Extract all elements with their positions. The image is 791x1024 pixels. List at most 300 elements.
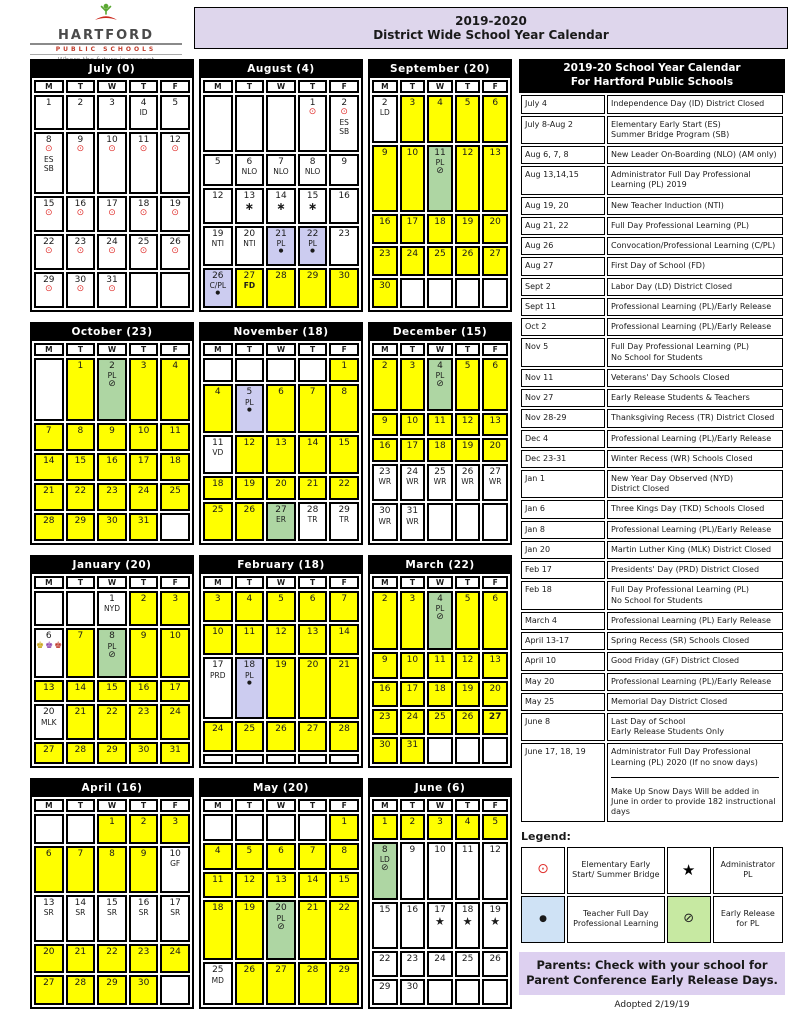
day-of-week-header: T [298,576,328,589]
event-description [607,338,783,366]
day-number: 8 [381,845,388,856]
event-date: Feb 17 [521,561,605,579]
key-date-row [521,237,783,255]
early-start-icon: ⊙ [340,107,348,118]
day-cell [455,413,481,437]
day-cell [66,975,96,1005]
week-row [372,464,508,501]
key-date-row [521,693,783,711]
early-start-icon: ⊙ [45,246,53,257]
key-date-row [521,409,783,427]
week-row [203,814,359,841]
day-number: 12 [461,415,474,426]
day-number: 30 [406,981,419,992]
month-grid [370,341,510,543]
day-of-week-row [372,576,508,589]
administrator-pl-star-icon: ★ [490,914,501,928]
day-cell [203,154,233,186]
event-text: District Closed [611,484,670,494]
day-cell [66,814,96,844]
day-cell [455,951,481,977]
day-number: 29 [338,505,350,516]
day-cell [34,704,64,739]
day-cell [372,814,398,840]
administrator-pl-asterisk-icon: ∗ [307,200,318,214]
day-cell [482,979,508,1005]
month-calendar-october [30,322,194,545]
week-row [34,95,190,130]
day-number: 20 [43,946,55,957]
month-grid [201,78,361,310]
day-of-week-header: T [400,343,426,356]
day-of-week-header: T [66,80,96,93]
day-number: 22 [106,707,118,718]
day-cell [266,95,296,152]
event-code: SB [339,127,350,137]
event-date: Oct 2 [521,318,605,336]
day-cell [235,843,265,870]
day-number: 1 [341,817,348,827]
day-cell [235,476,265,500]
day-cell [455,681,481,707]
event-text: Professional Learning (PL)/Early Release [611,524,772,534]
day-number: 5 [492,817,499,827]
day-number: 19 [169,198,181,209]
day-number: 11 [212,874,224,885]
day-number: 24 [212,723,224,734]
day-cell [160,975,190,1005]
event-description [607,116,783,144]
day-number: 8 [109,848,115,859]
day-number: 11 [137,134,150,145]
event-description [607,743,783,821]
month-calendar-december [368,322,512,545]
day-cell [329,962,359,1005]
week-row [372,278,508,308]
week-row [34,944,190,974]
day-number: 20 [489,216,501,227]
early-start-icon: ⊙ [171,144,179,155]
day-cell [97,132,127,194]
event-description [607,369,783,387]
legend-label: Administrator PL [713,847,783,894]
day-number: 15 [306,190,319,201]
day-number: 25 [434,712,446,723]
day-of-week-row [203,343,359,356]
day-number: 11 [434,655,446,666]
day-cell [129,628,159,678]
event-text: Thanksgiving Recess (TR) District Closed [611,413,775,423]
month-title: February (18) [201,557,361,574]
day-number: 19 [243,903,256,914]
day-number: 17 [406,683,419,694]
day-number: 14 [74,897,87,908]
event-code: SR [43,908,54,918]
day-number: 13 [489,415,501,426]
day-number: 20 [489,441,501,452]
month-title: August (4) [201,61,361,78]
key-date-row [521,116,783,144]
day-of-week-header: M [34,799,64,812]
day-number: 19 [243,478,256,489]
day-number: 15 [106,683,118,694]
day-number: 6 [45,848,52,859]
day-number: 27 [243,270,256,281]
day-cell [329,754,359,764]
event-text: Memorial Day District Closed [611,696,728,706]
early-release-icon: ⊘ [436,612,444,623]
day-number: 22 [306,229,319,239]
day-number: 15 [379,905,391,916]
day-number: 24 [169,707,181,718]
day-of-week-header: T [298,799,328,812]
day-number: 9 [381,655,388,666]
day-cell [34,453,64,481]
event-description [607,217,783,235]
day-number: 10 [406,147,419,158]
day-cell [298,872,328,899]
day-number: 10 [169,631,181,642]
day-number: 18 [137,198,150,209]
early-release-icon: ⊘ [381,863,389,874]
month-grid [370,797,510,1007]
early-release-icon: ⊘ [436,379,444,390]
day-number: 25 [212,965,224,976]
day-cell [235,657,265,719]
day-cell [400,814,426,840]
event-date: March 4 [521,612,605,630]
event-code: WR [406,477,419,487]
day-number: 19 [489,905,501,916]
day-number: 7 [341,594,348,604]
day-number: 23 [74,236,87,247]
day-number: 13 [243,190,256,201]
event-date: Nov 27 [521,389,605,407]
event-text: Professional Learning (PL)/Early Release [611,301,772,311]
event-text: Good Friday (GF) District Closed [611,656,740,666]
event-date: Sept 2 [521,278,605,296]
event-date: Feb 18 [521,581,605,609]
day-number: 15 [43,198,55,209]
event-code: WR [461,477,474,487]
day-number: 15 [74,455,87,466]
day-of-week-header: F [160,80,190,93]
teacher-pl-dot-icon: ● [246,679,252,686]
day-number: 17 [406,216,419,227]
day-cell [34,895,64,942]
day-number: 6 [45,631,52,642]
day-number: 7 [77,631,84,642]
day-cell [298,226,328,266]
day-cell [455,591,481,650]
day-cell [400,503,426,541]
sidebar-title-line1: 2019-20 School Year Calendar [563,62,741,74]
day-number: 2 [140,594,147,604]
day-number: 17 [169,683,181,694]
day-number: 22 [43,236,55,247]
day-number: 4 [140,98,147,108]
day-cell [298,435,328,474]
day-cell [203,476,233,500]
early-start-icon: ⊙ [139,246,148,257]
day-cell [266,721,296,752]
event-text: Spring Recess (SR) Schools Closed [611,636,750,646]
day-cell [97,846,127,893]
day-number: 4 [437,594,443,604]
event-date: June 8 [521,713,605,741]
day-cell [266,188,296,224]
week-row [203,154,359,186]
day-cell [129,423,159,451]
day-cell [235,268,265,308]
day-number: 23 [379,712,391,723]
day-cell [160,742,190,764]
day-number: 10 [106,134,118,145]
early-release-icon: ⊘ [436,166,444,177]
day-cell [400,95,426,143]
legend-label: Early Release for PL [713,896,783,943]
day-number: 16 [379,683,391,694]
day-cell [203,754,233,764]
day-number: 24 [106,236,118,247]
event-text: Professional Learning (PL)/Early Release [611,676,772,686]
event-date: Jan 1 [521,470,605,498]
day-cell [266,657,296,719]
day-cell [298,591,328,622]
day-cell [329,721,359,752]
day-cell [329,268,359,308]
day-cell [266,962,296,1005]
day-of-week-header: W [427,80,453,93]
early-start-icon: ⊙ [139,208,148,219]
day-number: 3 [109,98,115,108]
day-number: 9 [381,147,388,158]
key-date-row [521,500,783,518]
week-row [203,476,359,500]
day-number: 3 [214,594,221,604]
day-cell [66,483,96,511]
day-cell [66,944,96,974]
day-of-week-header: F [482,576,508,589]
event-description [607,389,783,407]
day-number: 24 [406,248,419,259]
event-description [607,713,783,741]
day-cell [97,423,127,451]
event-description [607,450,783,468]
week-row [372,95,508,143]
day-number: 29 [106,978,118,989]
day-number: 9 [109,425,115,436]
day-of-week-header: T [455,80,481,93]
month-calendar-november [199,322,363,545]
day-cell [97,628,127,678]
day-of-week-row [372,799,508,812]
day-of-week-header: T [66,799,96,812]
day-number: 22 [379,953,391,964]
day-cell [203,268,233,308]
day-cell [372,438,398,462]
day-number: 7 [309,845,316,856]
day-cell [427,979,453,1005]
day-cell [34,196,64,232]
month-grid [201,797,361,1007]
legend-row [521,847,783,894]
key-date-row [521,581,783,609]
event-code: WR [406,516,419,526]
event-code: PL [276,239,286,249]
day-number: 30 [379,740,391,751]
event-text: Convocation/Professional Learning (C/PL) [611,241,776,251]
event-code: C/PL [209,281,227,291]
event-date: Sept 11 [521,298,605,316]
day-number: 23 [137,707,150,718]
day-cell [329,900,359,960]
day-number: 14 [338,627,350,638]
day-number: 23 [338,229,350,239]
day-cell [97,483,127,511]
day-number: 16 [379,441,391,452]
key-date-row [521,541,783,559]
month-title: October (23) [32,324,192,341]
day-number: 9 [77,134,84,145]
event-code: PL [107,371,117,381]
day-number: 28 [338,723,350,734]
day-of-week-header: W [427,343,453,356]
day-cell [235,226,265,266]
legend-symbol-cell [521,847,565,894]
day-cell [129,95,159,130]
day-cell [97,513,127,541]
day-of-week-header: M [372,576,398,589]
event-date: Jan 8 [521,521,605,539]
day-number: 28 [43,515,55,526]
day-cell [97,895,127,942]
day-number: 19 [461,216,474,227]
day-number: 14 [43,455,55,466]
month-calendar-september [368,59,512,312]
day-number: 5 [464,361,471,371]
day-number: 3 [172,817,179,827]
day-cell [329,814,359,841]
day-cell [427,681,453,707]
day-cell [372,652,398,678]
legend-symbol-cell [667,896,711,943]
event-code: ES [339,118,349,128]
day-number: 12 [461,147,474,158]
event-code: WR [433,477,447,487]
day-cell [235,721,265,752]
event-code: SR [106,908,117,918]
week-row [203,226,359,266]
day-cell [34,513,64,541]
early-start-icon: ⊙ [76,284,85,295]
day-number: 13 [306,627,319,638]
day-of-week-header: T [298,343,328,356]
event-code: WR [488,477,502,487]
day-cell [235,154,265,186]
day-cell [400,145,426,212]
day-cell [455,358,481,411]
day-cell [455,709,481,735]
day-cell [203,358,233,382]
week-row [203,624,359,655]
month-grid [32,574,192,766]
week-row [203,900,359,960]
day-cell [66,358,96,421]
event-text: Martin Luther King (MLK) District Closed [611,544,772,554]
day-cell [482,842,508,900]
teacher-pl-dot-icon: ● [246,406,252,413]
teacher-pl-dot-icon: ● [278,248,284,255]
day-of-week-header: T [129,343,159,356]
day-cell [266,624,296,655]
day-of-week-row [34,80,190,93]
day-cell [97,95,127,130]
key-date-row [521,166,783,194]
day-cell [97,591,127,626]
day-number: 21 [43,485,55,496]
day-number: 8 [341,387,348,398]
event-description [607,541,783,559]
event-description [607,581,783,609]
day-cell [372,358,398,411]
day-cell [160,95,190,130]
day-number: 4 [172,361,179,371]
page-header [30,3,788,55]
early-start-icon: ⊙ [45,144,53,155]
key-date-row [521,298,783,316]
day-cell [235,358,265,382]
day-cell [97,234,127,270]
day-number: 5 [214,156,221,167]
day-of-week-header: T [235,80,265,93]
day-number: 14 [275,190,287,201]
day-number: 27 [306,723,319,734]
day-cell [160,423,190,451]
day-cell [66,742,96,764]
day-number: 4 [437,98,443,108]
content [30,59,788,1010]
day-cell [400,737,426,764]
legend-label: Elementary Early Start/ Summer Bridge [567,847,665,894]
day-cell [455,902,481,949]
day-of-week-header: W [427,576,453,589]
event-text: Full Day Professional Learning (PL) [611,585,749,595]
month-grid [201,574,361,766]
day-cell [482,591,508,650]
day-cell [372,902,398,949]
day-cell [400,652,426,678]
week-row [203,268,359,308]
day-cell [298,358,328,382]
day-number: 6 [492,361,499,371]
day-cell [129,704,159,739]
day-cell [266,591,296,622]
event-text: Full Day Professional Learning (PL) [611,220,749,230]
day-number: 10 [434,845,446,856]
day-cell [160,513,190,541]
day-number: 4 [437,361,443,371]
day-cell [235,384,265,432]
day-number: 19 [461,441,474,452]
week-row [372,413,508,437]
day-cell [427,951,453,977]
event-description [607,612,783,630]
event-date: Aug 21, 22 [521,217,605,235]
day-number: 13 [275,437,287,448]
day-cell [298,962,328,1005]
early-release-icon: ⊘ [277,921,285,932]
